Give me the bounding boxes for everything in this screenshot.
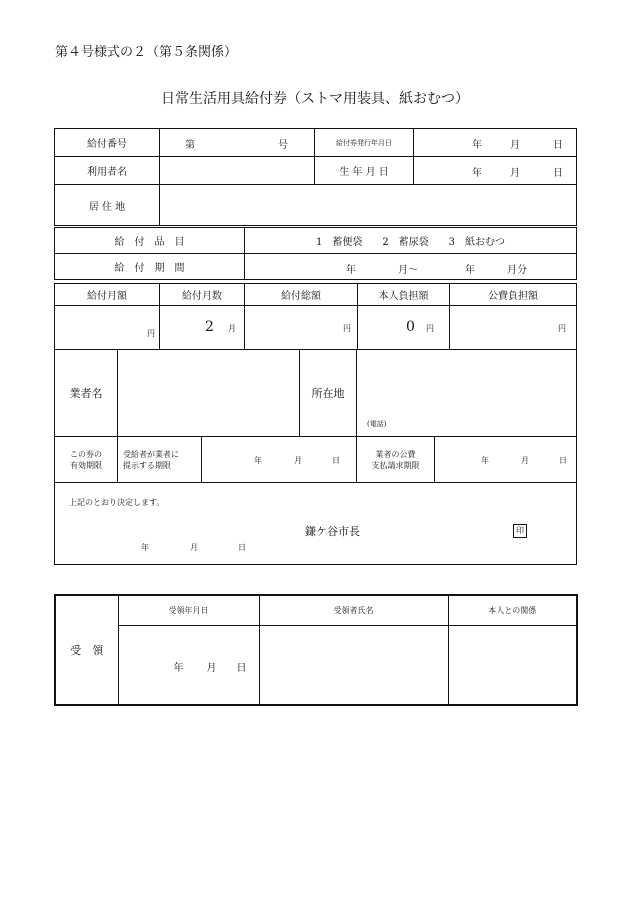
voucher-number-suffix: 号	[278, 140, 288, 151]
claim-deadline-line1: 業者の公費	[375, 449, 416, 459]
decision-day-unit: 日	[238, 543, 246, 552]
vendor-name-field[interactable]	[118, 350, 300, 437]
present-deadline-label	[118, 437, 202, 483]
vendor-name-label: 業者名	[55, 350, 118, 437]
self-pay-field[interactable]	[358, 306, 450, 350]
decision-year-unit: 年	[141, 543, 149, 552]
address-label: 居 住 地	[55, 185, 160, 226]
total-field[interactable]	[245, 306, 358, 350]
mayor-label: 鎌ケ谷市長	[305, 525, 360, 538]
validity-label-line2: 有効期限	[70, 460, 102, 470]
total-yen: 円	[343, 324, 351, 333]
birth-month-unit: 月	[510, 168, 520, 179]
birth-date-label: 生 年 月 日	[315, 157, 414, 185]
monthly-amount-label: 給付月額	[55, 284, 160, 306]
present-deadline-field[interactable]	[202, 437, 357, 483]
receipt-table	[54, 594, 578, 706]
decision-text: 上記のとおり決定します。	[69, 498, 165, 507]
period-year-2: 年	[465, 265, 475, 276]
monthly-amount-field[interactable]	[55, 306, 160, 350]
item-options[interactable]: 1 蓄便袋 2 蓄尿袋 3 紙おむつ	[245, 228, 577, 254]
voucher-number-label: 給付番号	[55, 129, 160, 157]
claim-year-unit: 年	[481, 456, 489, 465]
form-number: 第４号様式の２（第５条関係）	[55, 45, 238, 60]
birth-year-unit: 年	[472, 168, 482, 179]
receipt-year-unit: 年	[173, 662, 184, 674]
issue-date-cell[interactable]	[414, 129, 577, 157]
public-pay-yen: 円	[558, 324, 566, 333]
receipt-date-header: 受領年月日	[118, 595, 259, 625]
months-value: 2	[205, 319, 214, 335]
present-year-unit: 年	[254, 456, 262, 465]
public-pay-label: 公費負担額	[450, 284, 577, 306]
form-title: 日常生活用具給付券（ストマ用装具、紙おむつ）	[161, 91, 469, 107]
item-label: 給 付 品 目	[55, 228, 245, 254]
issue-month-unit: 月	[510, 140, 520, 151]
self-pay-label: 本人負担額	[358, 284, 450, 306]
period-year-1: 年	[346, 265, 356, 276]
official-seal-mark: 印	[513, 524, 527, 538]
vendor-address-label: 所在地	[300, 350, 357, 437]
receipt-name-field[interactable]	[259, 625, 448, 705]
issue-year-unit: 年	[472, 140, 482, 151]
present-day-unit: 日	[332, 456, 340, 465]
address-field[interactable]	[160, 185, 577, 226]
claim-deadline-label	[357, 437, 435, 483]
claim-deadline-field[interactable]	[435, 437, 577, 483]
claim-month-unit: 月	[521, 456, 529, 465]
present-deadline-line1: 受給者が業者に	[123, 449, 179, 459]
amounts-table	[54, 283, 577, 350]
receipt-date-field[interactable]	[118, 625, 259, 705]
voucher-number-cell[interactable]	[160, 129, 315, 157]
user-name-label: 利用者名	[55, 157, 160, 185]
claim-deadline-line2: 支払請求期限	[371, 460, 420, 470]
months-field[interactable]	[160, 306, 245, 350]
receipt-relation-field[interactable]	[448, 625, 577, 705]
monthly-amount-yen: 円	[147, 329, 155, 338]
period-month-2: 月分	[507, 265, 527, 276]
self-pay-value: 0	[406, 319, 415, 335]
voucher-number-prefix: 第	[185, 140, 195, 151]
user-name-field[interactable]	[160, 157, 315, 185]
public-pay-field[interactable]	[450, 306, 577, 350]
period-month-1: 月～	[398, 265, 418, 276]
self-pay-yen: 円	[426, 324, 434, 333]
months-label: 給付月数	[160, 284, 245, 306]
present-deadline-line2: 提示する期限	[123, 460, 171, 470]
receipt-relation-header: 本人との関係	[448, 595, 577, 625]
period-label: 給 付 期 間	[55, 254, 245, 280]
validity-label	[55, 437, 118, 483]
decision-month-unit: 月	[190, 543, 198, 552]
total-label: 給付総額	[245, 284, 358, 306]
receipt-label: 受 領	[55, 595, 118, 705]
receipt-day-unit: 日	[236, 662, 247, 674]
issue-date-label: 給付券発行年月日	[315, 129, 414, 157]
birth-day-unit: 日	[553, 168, 563, 179]
issue-day-unit: 日	[553, 140, 563, 151]
benefit-items-table	[54, 227, 577, 280]
vendor-address-field[interactable]	[357, 350, 577, 437]
receipt-name-header: 受領者氏名	[259, 595, 448, 625]
present-month-unit: 月	[294, 456, 302, 465]
voucher-info-table	[54, 128, 577, 226]
period-cell[interactable]	[245, 254, 577, 280]
phone-label: (電話)	[367, 420, 387, 428]
birth-date-cell[interactable]	[414, 157, 577, 185]
claim-day-unit: 日	[559, 456, 567, 465]
validity-label-line1: この券の	[70, 449, 102, 459]
vendor-table	[54, 349, 577, 565]
receipt-month-unit: 月	[206, 662, 217, 674]
months-unit: 月	[228, 324, 236, 333]
decision-cell	[55, 483, 577, 565]
